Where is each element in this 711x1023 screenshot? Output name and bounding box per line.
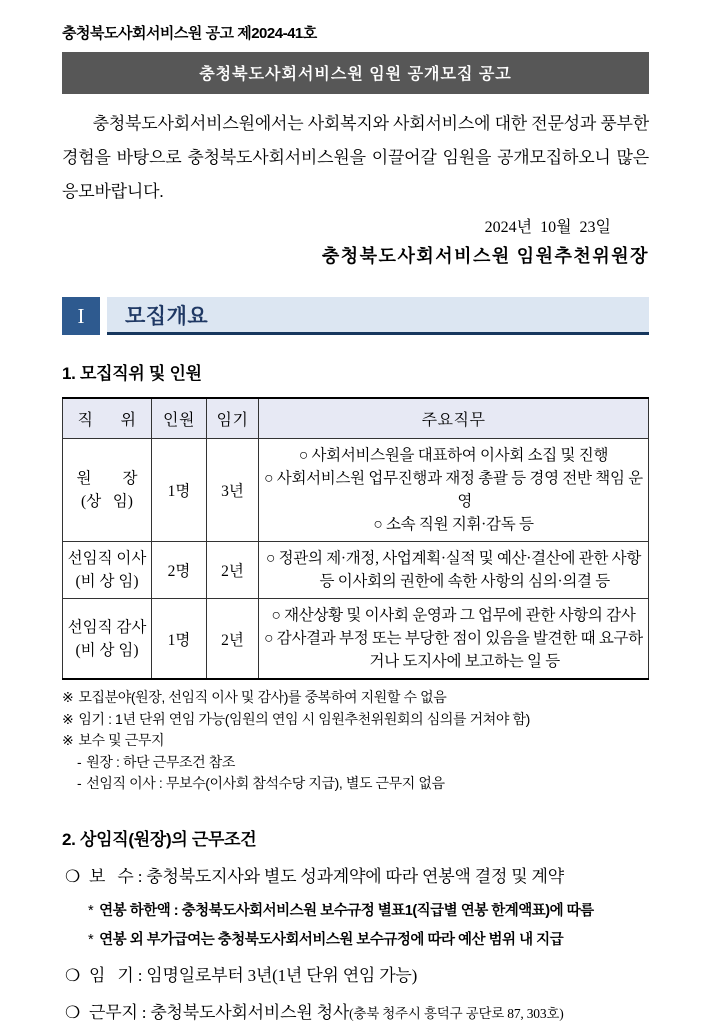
position-line: (상 임) (81, 493, 133, 510)
note-item (62, 730, 649, 752)
duty-item: ○ 감사결과 부정 또는 부당한 점이 있음을 발견한 때 요구하거나 도지사에 보고하는 일 등 (264, 630, 643, 670)
condition-text: 보 수 : 충청북도지사와 별도 성과계약에 따라 연봉액 결정 및 계약 (89, 866, 564, 886)
section-number-box: I (62, 297, 100, 335)
circle-bullet-icon: ❍ (65, 866, 81, 886)
position-cell (63, 542, 152, 599)
table-row (63, 542, 649, 599)
note-item (62, 752, 649, 774)
duty-item: ○ 사회서비스원 업무진행과 재정 총괄 등 경영 전반 책임 운영 (264, 470, 643, 510)
condition-item (65, 862, 649, 887)
condition-item (88, 928, 649, 949)
count-cell: 1명 (152, 599, 207, 680)
condition-detail: (충북 청주시 흥덕구 공단로 87, 303호) (349, 1005, 564, 1021)
circle-bullet-icon: ❍ (65, 1002, 81, 1022)
subheading-work-conditions: 2. 상임직(원장)의 근무조건 (62, 829, 257, 849)
note-text: 선임직 이사 : 무보수(이사회 참석수당 지급), 별도 근무지 없음 (86, 775, 445, 791)
position-line: 원 장 (76, 470, 138, 487)
term-cell: 3년 (207, 439, 259, 542)
note-text: 원장 : 하단 근무조건 참조 (86, 753, 235, 770)
table-row (63, 439, 649, 542)
note-text: 모집분야(원장, 선임직 이사 및 감사)를 중복하여 지원할 수 없음 (78, 689, 447, 705)
intro-paragraph: 충청북도사회서비스원에서는 사회복지와 사회서비스에 대한 전문성과 풍부한 경험을 바탕으로 충청북도사회서비스원을 이끌어갈 임원을 공개모집하오니 많은 응모바랍니다. (62, 114, 649, 201)
asterisk-marker: * (88, 902, 94, 919)
position-line: (비 상 임) (75, 573, 139, 590)
section-title: 모집개요 (107, 297, 649, 335)
recruitment-table (62, 397, 649, 680)
notes-list (62, 687, 649, 795)
subheading-recruit-positions: 1. 모집직위 및 인원 (62, 364, 202, 383)
table-header-cell: 주요직무 (259, 398, 649, 439)
position-line: 선임직 이사 (67, 550, 147, 567)
table-row (63, 599, 649, 680)
circle-bullet-icon: ❍ (65, 965, 81, 985)
condition-text: 연봉 하한액 : 충청북도사회서비스원 보수규정 별표1(직급별 연봉 한계액표)에 따름 (99, 902, 594, 919)
condition-item (88, 899, 649, 920)
note-marker: ※ (62, 710, 74, 727)
position-cell (63, 439, 152, 542)
asterisk-marker: * (88, 931, 94, 948)
condition-text: 연봉 외 부가급여는 충청북도사회서비스원 보수규정에 따라 예산 범위 내 지급 (99, 931, 564, 948)
count-cell: 2명 (152, 542, 207, 599)
doc-number: 충청북도사회서비스원 공고 제2024-41호 (62, 25, 317, 42)
duty-item: ○ 정관의 제·개정, 사업계획·실적 및 예산·결산에 관한 사항 등 이사회의 권한에 속한 사항의 심의·의결 등 (265, 550, 642, 590)
duty-item: ○ 소속 직원 지휘·감독 등 (373, 516, 534, 533)
condition-text: 임 기 : 임명일로부터 3년(1년 단위 연임 가능) (89, 965, 418, 985)
condition-text: 근무지 : 충청북도사회서비스원 청사 (89, 1002, 350, 1022)
table-header-cell: 직 위 (63, 398, 152, 439)
table-header-cell: 임기 (207, 398, 259, 439)
term-cell: 2년 (207, 542, 259, 599)
note-marker: - (77, 753, 82, 770)
term-cell: 2년 (207, 599, 259, 680)
note-marker: - (77, 775, 82, 791)
position-cell (63, 599, 152, 680)
conditions-list (62, 862, 649, 1023)
condition-item (65, 998, 649, 1023)
count-cell: 1명 (152, 439, 207, 542)
note-text: 보수 및 근무지 (78, 732, 165, 748)
duties-cell (259, 599, 649, 680)
section-header (62, 297, 649, 335)
table-body (63, 439, 649, 680)
notice-title-banner: 충청북도사회서비스원 임원 공개모집 공고 (62, 52, 649, 94)
duties-cell (259, 542, 649, 599)
duty-item: ○ 재산상황 및 이사회 운영과 그 업무에 관한 사항의 감사 (271, 607, 636, 624)
duty-item: ○ 사회서비스원을 대표하여 이사회 소집 및 진행 (298, 447, 609, 464)
condition-item (65, 961, 649, 986)
note-item (62, 687, 649, 709)
signer: 충청북도사회서비스원 임원추천위원장 (321, 246, 649, 266)
note-marker: ※ (62, 689, 74, 705)
notice-date: 2024년 10월 23일 (484, 219, 611, 236)
position-line: (비 상 임) (75, 641, 139, 659)
duties-cell (259, 439, 649, 542)
note-item (62, 773, 649, 795)
table-header-cell: 인원 (152, 398, 207, 439)
note-marker: ※ (62, 732, 74, 748)
note-text: 임기 : 1년 단위 연임 가능(임원의 연임 시 임원추천위원회의 심의를 거쳐야 함) (78, 710, 530, 727)
note-item (62, 709, 649, 731)
table-header-row (63, 398, 649, 439)
position-line: 선임직 감사 (67, 618, 147, 636)
